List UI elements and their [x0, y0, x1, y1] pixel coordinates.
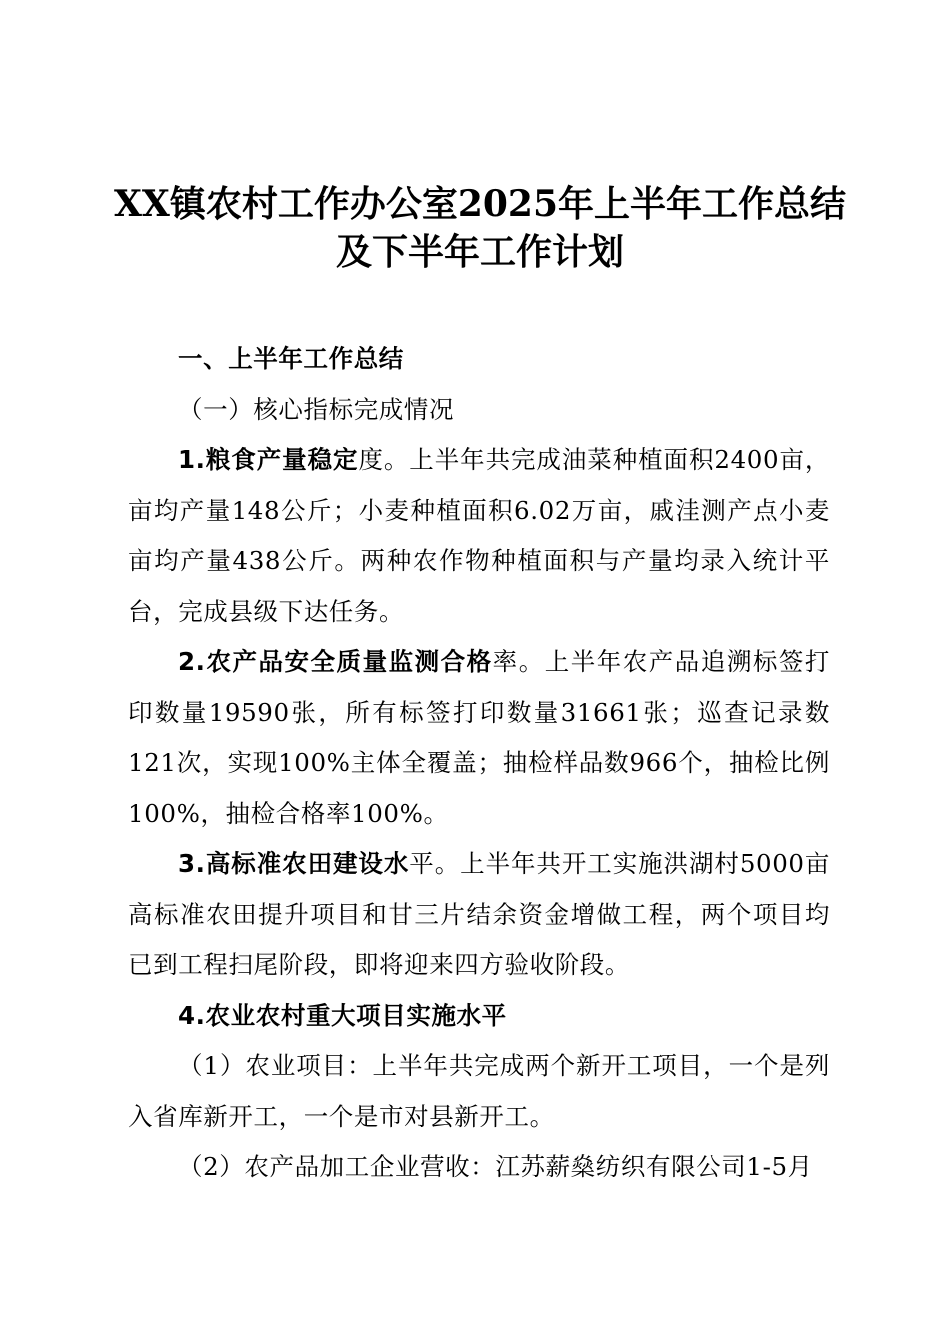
item-text: 度。上半年共完成油菜种植面积2400亩，亩均产量148公斤；小麦种植面积6.02万亩，戚洼测产点小麦亩均产量438公斤。两种农作物种植面积与产量均录入统计平台，完成县级下达任务。	[128, 445, 830, 626]
item-text: 率。上半年农产品追溯标签打印数量19590张，所有标签打印数量31661张；巡查记录数121次，实现100%主体全覆盖；抽检样品数966个，抽检比例100%，抽检合格率100%。	[128, 647, 830, 828]
paragraph-sub-item-1: （1）农业项目：上半年共完成两个新开工项目，一个是列入省库新开工，一个是市对县新开工。	[128, 1051, 830, 1131]
item-heading: 3.高标准农田建设水	[178, 849, 410, 878]
section-heading: 一、上半年工作总结	[178, 344, 404, 373]
paragraph-sub-item-2: （2）农产品加工企业营收：江苏薪燊纺织有限公司1-5月	[178, 1152, 813, 1181]
subsection-heading: （一）核心指标完成情况	[178, 394, 455, 424]
item-heading: 1.粮食产量稳定	[178, 445, 359, 474]
paragraph-item-3	[128, 839, 830, 991]
paragraph-item-2	[128, 637, 830, 839]
paragraph-item-4	[128, 991, 830, 1042]
document-body	[128, 334, 830, 1193]
document-title-line-1: XX镇农村工作办公室2025年上半年工作总结	[113, 183, 847, 225]
document-title-line-2: 及下半年工作计划	[335, 231, 624, 273]
item-text: 平。上半年共开工实施洪湖村5000亩高标准农田提升项目和甘三片结余资金增做工程，两个项目均已到工程扫尾阶段，即将迎来四方验收阶段。	[128, 849, 831, 979]
paragraph-item-1	[128, 435, 830, 637]
item-heading: 4.农业农村重大项目实施水平	[178, 1000, 507, 1030]
item-heading: 2.农产品安全质量监测合格	[178, 647, 493, 676]
